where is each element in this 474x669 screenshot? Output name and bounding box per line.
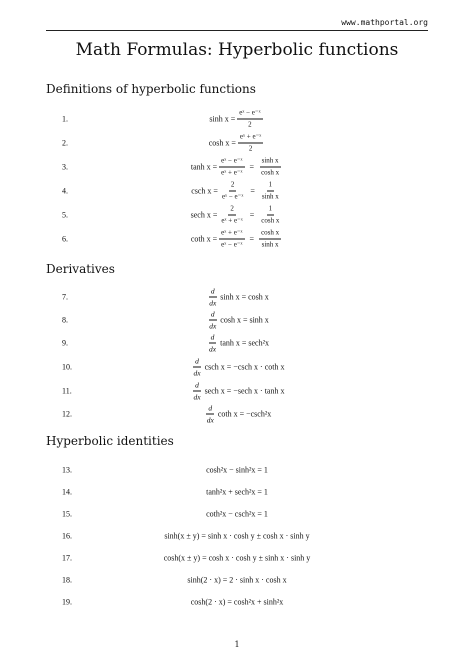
numerator: cosh x [259,229,281,240]
denominator: cosh x [261,168,280,177]
numerator: eˣ + e⁻ˣ [219,229,244,240]
formula-number: 15. [62,509,72,519]
numerator: d [195,356,199,366]
formula [0,181,474,202]
denominator: dx [193,392,201,402]
formula [0,357,474,378]
numerator: d [208,403,213,413]
formula-rhs: cosh x = sinh x [220,315,269,325]
formula-row [0,401,474,427]
fraction [237,109,262,130]
formula-number: 2. [62,138,68,148]
denominator: dx [209,321,217,331]
equals-sign: = [249,210,255,220]
numerator: eˣ − e⁻ˣ [237,109,262,120]
formula: sinh(2 · x) = 2 · sinh x · cosh x [187,575,287,585]
formula-lhs: tanh x = [190,162,218,172]
derivative-operator [205,404,216,425]
formula-number: 12. [62,409,72,419]
denominator: eˣ + e⁻ˣ [221,216,243,225]
formula-row [0,178,474,204]
denominator: dx [209,344,217,354]
formula-number: 19. [62,597,72,607]
formula-number: 14. [62,487,72,497]
denominator: 2 [248,120,252,129]
formula-rhs: coth x = −csch²x [217,409,272,419]
formula-row [0,226,474,252]
formula: cosh(x ± y) = cosh x · cosh y ± sinh x · sinh y [163,553,311,563]
formula-number: 9. [62,338,68,348]
formula-number: 13. [62,465,72,475]
numerator: 1 [267,181,275,192]
numerator: d [210,286,215,296]
formula: tanh²x + sech²x = 1 [206,487,268,497]
formula-number: 1. [62,114,68,124]
denominator: 2 [248,144,253,153]
formula-number: 16. [62,531,72,541]
formula [0,381,474,402]
fraction [259,205,281,226]
formula [0,404,474,425]
fraction [219,205,244,226]
formula-number: 6. [62,234,68,244]
denominator: dx [206,415,214,425]
formula-lhs: sech x = [190,210,218,220]
formula-lhs: cosh x = [208,138,236,148]
derivative-operator [207,310,218,331]
derivative-operator [207,287,218,308]
section-title-derivatives: Derivatives [46,262,115,276]
numerator: 2 [229,181,237,192]
formula: coth²x − csch²x = 1 [206,509,268,519]
formula-number: 17. [62,553,72,563]
fraction [260,181,281,202]
fraction [238,133,263,154]
formula [0,157,474,178]
site-url: www.mathportal.org [341,18,428,27]
numerator: eˣ + e⁻ˣ [238,133,263,144]
formula: cosh(2 · x) = cosh²x + sinh²x [190,597,284,607]
equals-sign: = [249,162,255,172]
fraction [219,229,244,250]
denominator: dx [209,298,217,308]
denominator: eˣ − e⁻ˣ [221,192,244,201]
numerator: eˣ − e⁻ˣ [219,157,244,168]
section-title-identities: Hyperbolic identities [46,434,174,448]
formula-number: 4. [62,186,68,196]
formula-row [0,202,474,228]
formula [0,205,474,226]
formula-number: 8. [62,315,68,325]
denominator: eˣ − e⁻ˣ [221,240,243,249]
page-title: Math Formulas: Hyperbolic functions [75,40,399,60]
formula-rhs: tanh x = sech²x [220,338,269,348]
formula-number: 7. [62,292,68,302]
section-title-definitions: Definitions of hyperbolic functions [46,82,256,96]
formula-number: 3. [62,162,68,172]
fraction [219,157,244,178]
formula-rhs: sech x = −sech x · tanh x [204,386,285,396]
formula-row [0,589,474,615]
denominator: sinh x [261,192,279,201]
formula-rhs: csch x = −csch x · coth x [204,362,285,372]
denominator: dx [193,368,201,378]
derivative-operator [192,357,203,378]
page-number: 1 [234,640,240,649]
formula-lhs: sinh x = [209,114,236,124]
formula-row [0,330,474,356]
formula-lhs: coth x = [190,234,218,244]
numerator: d [210,309,215,319]
formula [0,109,474,130]
equals-sign: = [249,234,255,244]
formula-number: 5. [62,210,68,220]
formula: cosh²x − sinh²x = 1 [206,465,268,475]
formula-number: 11. [62,386,72,396]
formula-row [0,106,474,132]
formula: sinh(x ± y) = sinh x · cosh y ± cosh x · sinh y [164,531,310,541]
denominator: sinh x [261,240,279,249]
formula-number: 10. [62,362,72,372]
formula-lhs: csch x = [191,186,218,196]
formula-row [0,130,474,156]
derivative-operator [192,381,203,402]
formula [0,333,474,354]
formula [0,310,474,331]
denominator: eˣ + e⁻ˣ [221,168,243,177]
numerator: sinh x [260,157,281,168]
formula-number: 18. [62,575,72,585]
equals-sign: = [250,186,255,196]
numerator: d [210,332,215,342]
fraction [220,181,245,202]
formula [0,287,474,308]
formula [0,229,474,250]
fraction [259,157,281,178]
numerator: 1 [267,205,275,216]
denominator: cosh x [261,216,280,225]
formula [0,133,474,154]
numerator: 2 [228,205,236,216]
formula-row [0,154,474,180]
formula-rhs: sinh x = cosh x [220,292,269,302]
numerator: d [195,380,199,390]
header-rule [46,30,428,31]
derivative-operator [207,333,218,354]
formula-row [0,354,474,380]
fraction [259,229,281,250]
